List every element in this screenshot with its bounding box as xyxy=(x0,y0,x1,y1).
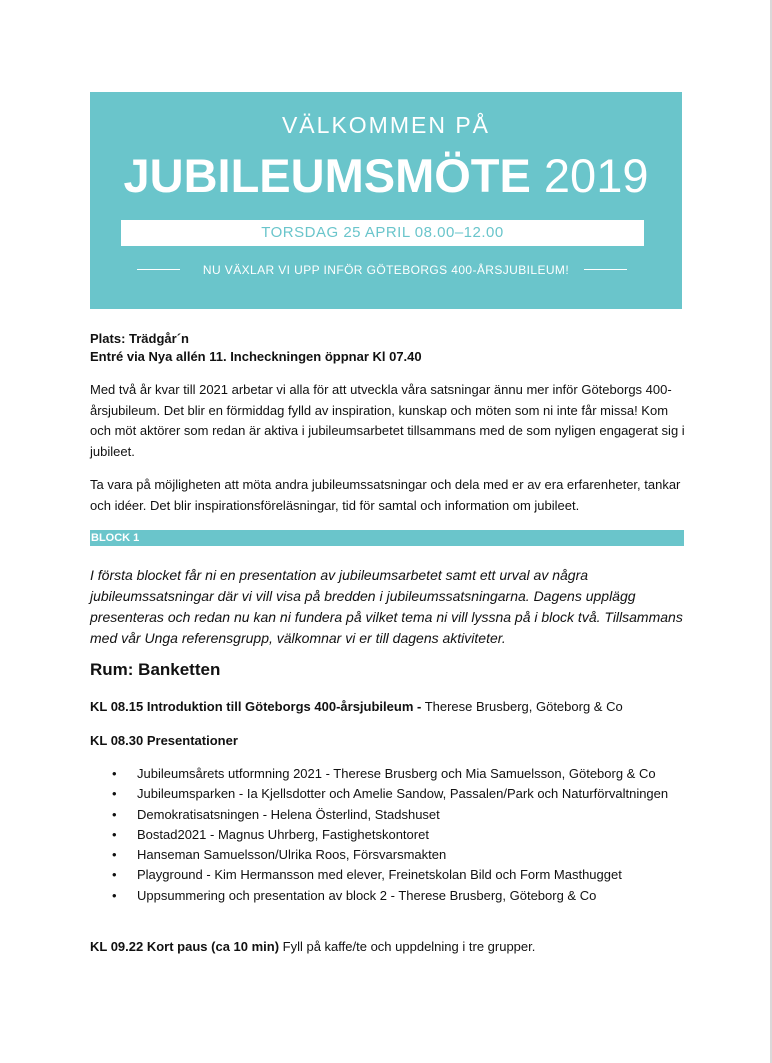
banner-date: TORSDAG 25 APRIL 08.00–12.00 xyxy=(121,220,644,246)
schedule-item-break xyxy=(90,937,690,957)
list-item: • Hanseman Samuelsson/Ulrika Roos, Försvarsmakten xyxy=(90,845,710,865)
banner-title-main: JUBILEUMSMÖTE xyxy=(123,149,531,202)
block-label: BLOCK 1 xyxy=(91,532,140,544)
list-item: • Uppsummering och presentation av block 2 - Therese Brusberg, Göteborg & Co xyxy=(90,886,710,906)
tagline-rule-right xyxy=(584,269,627,270)
block-intro: I första blocket får ni en presentation av jubileumsarbetet samt ett urval av några jubileumssatsningar där vi vill visa på bredden i jubileumssatsningarna. Dagens upplägg presenteras och redan nu kan ni fundera på vilket tema ni vill lyssna på i block två. Tillsammans med vår Unga referensgrupp, välkomnar vi er till dagens aktiviteter. xyxy=(90,567,683,646)
location-place: Plats: Trädgår´n xyxy=(90,331,189,346)
schedule-item-intro-speaker: Therese Brusberg, Göteborg & Co xyxy=(421,699,623,714)
banner-tagline: NU VÄXLAR VI UPP INFÖR GÖTEBORGS 400-ÅRSJUBILEUM! xyxy=(202,263,570,277)
welcome-banner xyxy=(90,92,682,309)
schedule-item-break-time: KL 09.22 Kort paus (ca 10 min) xyxy=(90,939,280,954)
list-item: • Jubileumsårets utformning 2021 - Therese Brusberg och Mia Samuelsson, Göteborg & Co xyxy=(90,764,710,784)
presentation-list xyxy=(90,764,710,906)
list-item: • Jubileumsparken - Ia Kjellsdotter och Amelie Sandow, Passalen/Park och Naturförvaltningen xyxy=(90,784,710,804)
banner-title xyxy=(90,148,682,204)
banner-tagline-row xyxy=(90,261,682,279)
list-item: • Bostad2021 - Magnus Uhrberg, Fastighetskontoret xyxy=(90,825,710,845)
location-entrance: Entré via Nya allén 11. Incheckningen öppnar Kl 07.40 xyxy=(90,349,422,364)
room-heading: Rum: Banketten xyxy=(90,660,221,679)
schedule-item-presentations: KL 08.30 Presentationer xyxy=(90,733,238,748)
banner-title-year: 2019 xyxy=(543,149,649,202)
banner-welcome: VÄLKOMMEN PÅ xyxy=(281,112,491,138)
intro-paragraph-1: Med två år kvar till 2021 arbetar vi alla för att utveckla våra satsningar ännu mer inför Göteborgs 400-årsjubileum. Det blir en förmiddag fylld av inspiration, kunskap och möten som ni inte får missa! Kom och möt aktörer som redan är aktiva i jubileumsarbetet tillsammans med de som nyligen engagerat sig i jubileet. xyxy=(90,382,685,459)
block-header xyxy=(90,530,684,546)
intro-paragraph-2: Ta vara på möjligheten att möta andra jubileumssatsningar och dela med er av era erfarenheter, tankar och idéer. Det blir inspirationsföreläsningar, tid för samtal och information om jubileet. xyxy=(90,477,681,513)
list-item: • Demokratisatsningen - Helena Österlind, Stadshuset xyxy=(90,805,710,825)
schedule-item-break-note: Fyll på kaffe/te och uppdelning i tre grupper. xyxy=(279,939,536,954)
schedule-item-intro xyxy=(90,697,690,717)
schedule-item-intro-time: KL 08.15 Introduktion till Göteborgs 400-årsjubileum - xyxy=(90,699,422,714)
list-item: • Playground - Kim Hermansson med elever, Freinetskolan Bild och Form Masthugget xyxy=(90,865,710,885)
